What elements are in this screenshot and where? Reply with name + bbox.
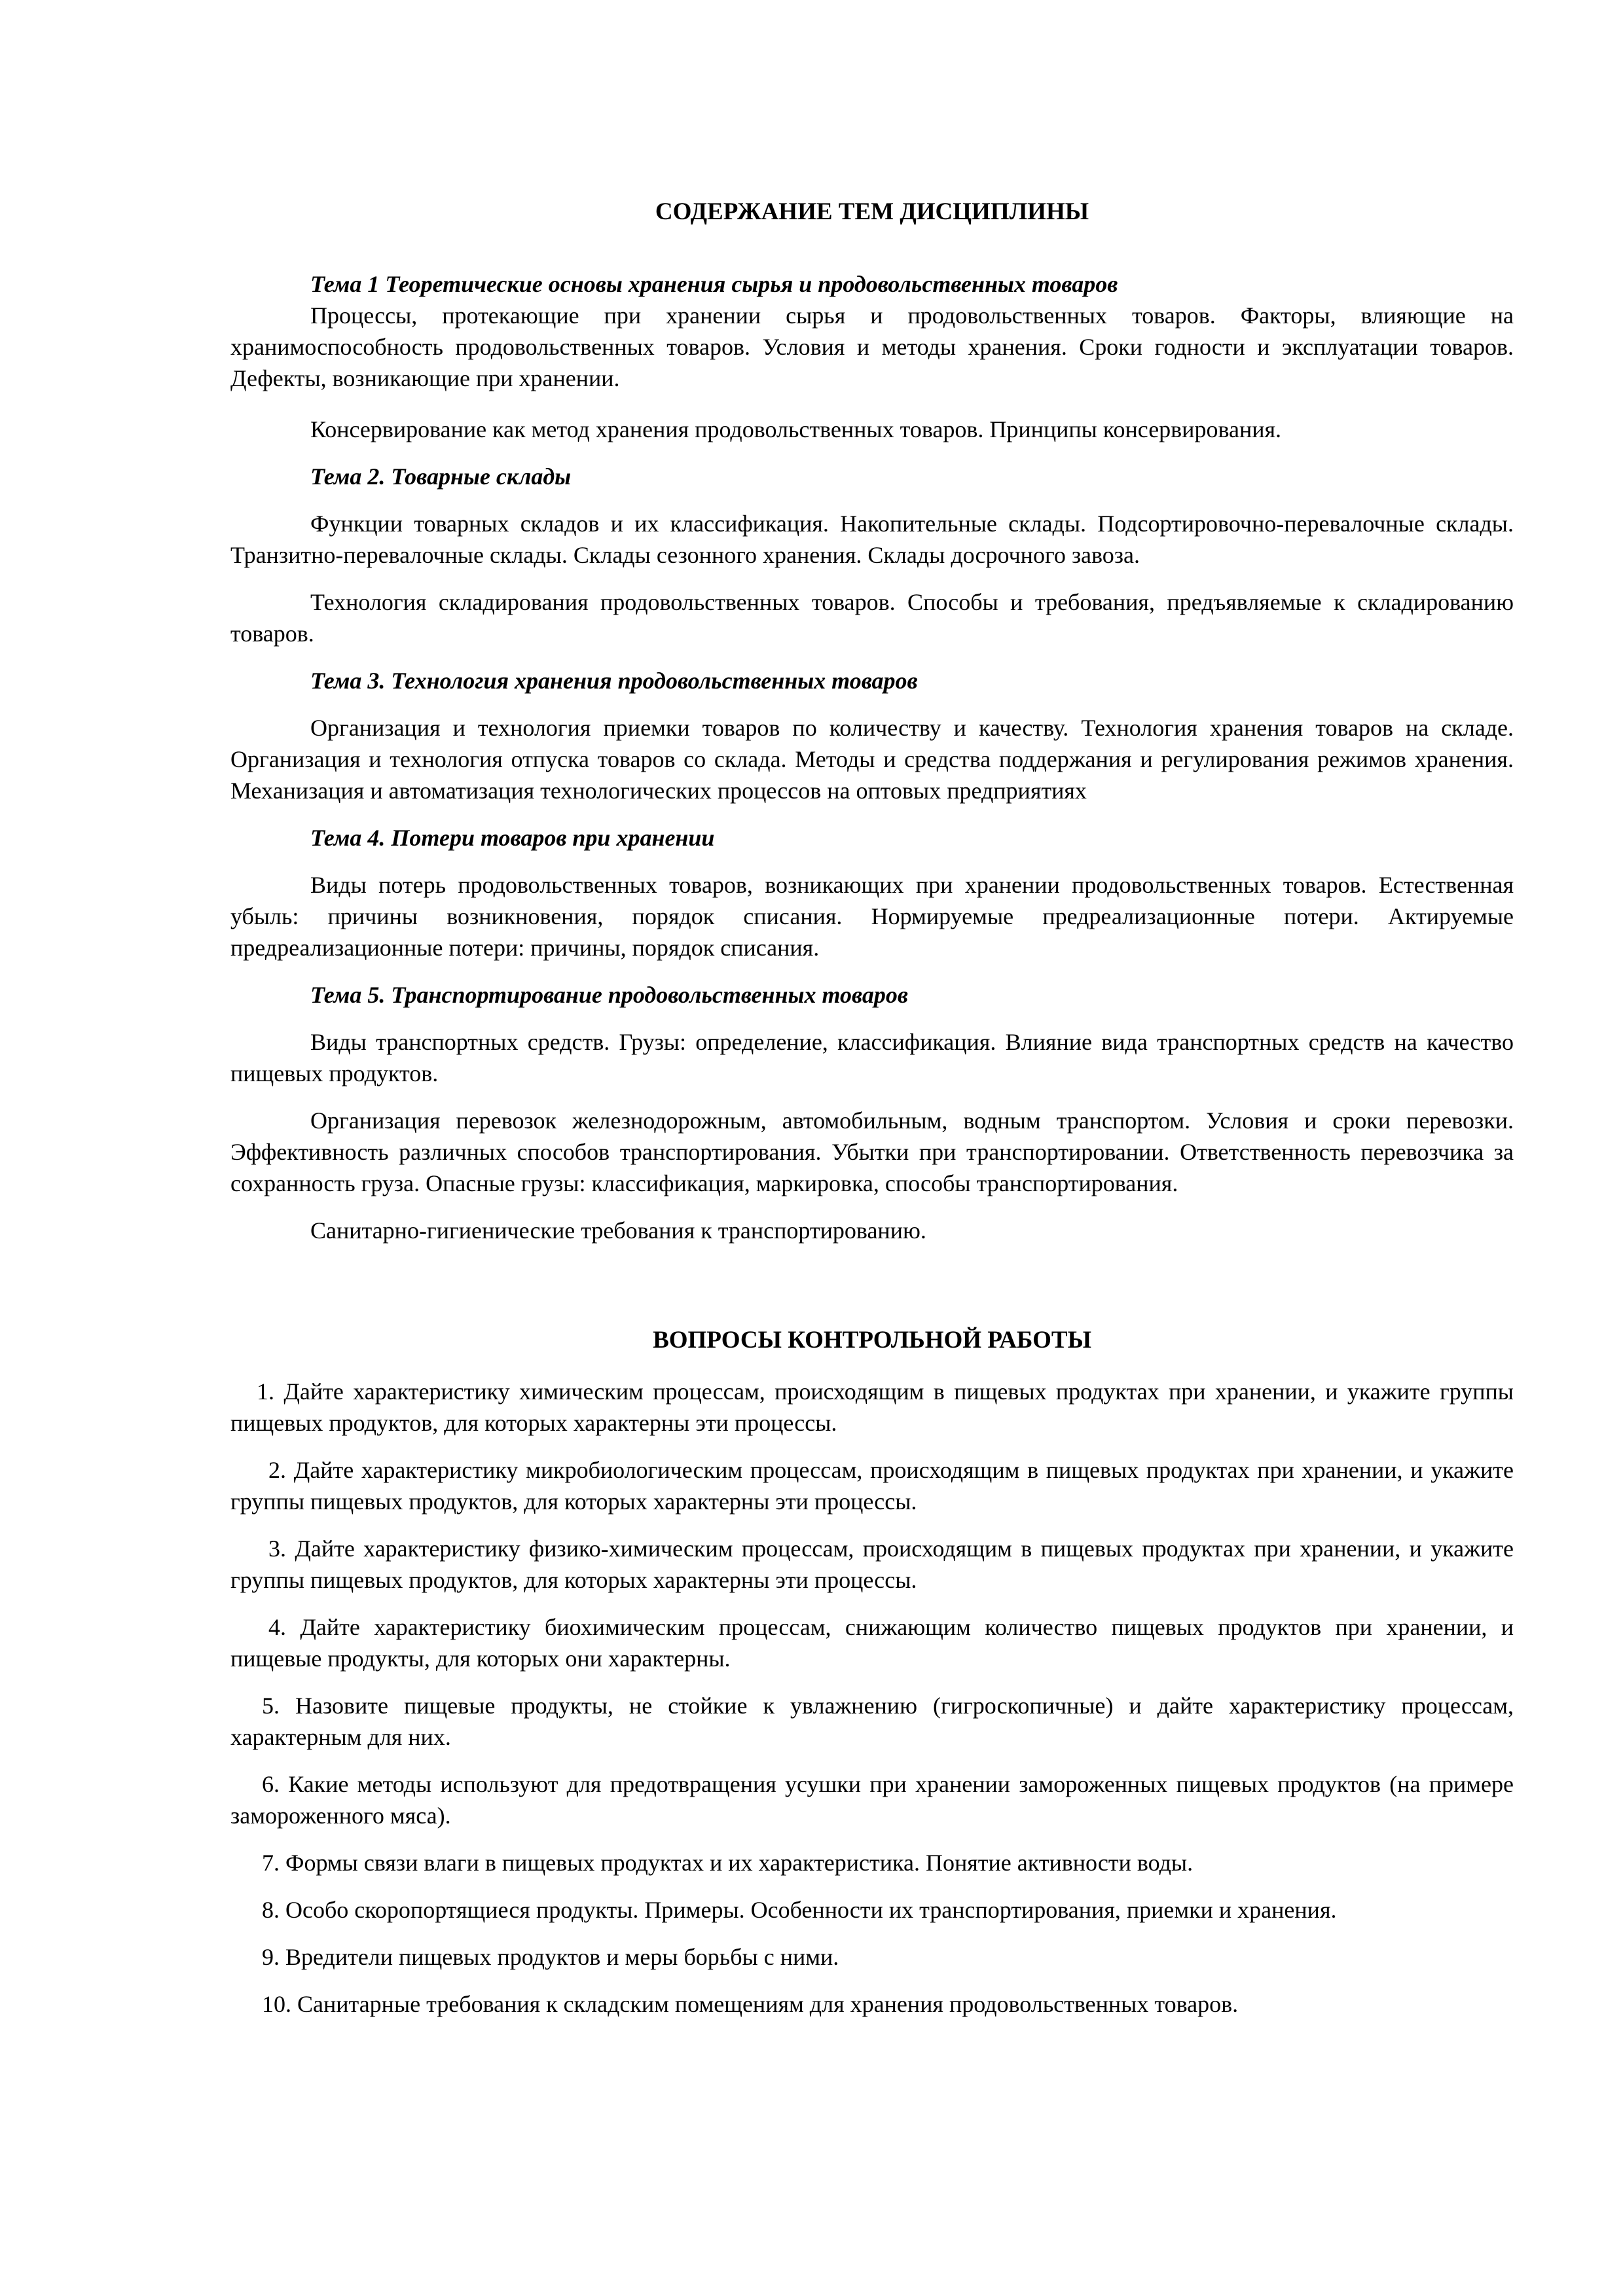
topic-paragraph: Процессы, протекающие при хранении сырья и продовольственных товаров. Факторы, влияющие на хранимоспособность продовольственных товаров. Условия и методы хранения. Сроки годности и эксплуатации товаров. Дефекты, возникающие при хранении. <box>230 302 1514 391</box>
topic-title: Тема 5. Транспортирование продовольственных товаров <box>310 982 908 1008</box>
topic-title: Тема 4. Потери товаров при хранении <box>310 825 715 851</box>
topic-section <box>230 268 1514 445</box>
topic-paragraph: Организация перевозок железнодорожным, автомобильным, водным транспортом. Условия и сроки перевозки. Эффективность различных способов транспортирования. Убытки при транспортировании. Ответственность перевозчика за сохранность груза. Опасные грузы: классификация, маркировка, способы транспортирования. <box>230 1107 1514 1196</box>
topic-section <box>230 979 1514 1246</box>
question-item: 8. Особо скоропортящиеся продукты. Примеры. Особенности их транспортирования, приемки и хранения. <box>262 1897 1337 1923</box>
topic-section <box>230 822 1514 963</box>
topic-section <box>230 461 1514 649</box>
question-item: 1. Дайте характеристику химическим процессам, происходящим в пищевых продуктах при хранении, и укажите группы пищевых продуктов, для которых характерны эти процессы. <box>230 1378 1514 1436</box>
page-content <box>230 196 1514 2036</box>
topic-title: Тема 3. Технология хранения продовольственных товаров <box>310 668 918 694</box>
topic-paragraph: Консервирование как метод хранения продовольственных товаров. Принципы консервирования. <box>310 416 1282 442</box>
topic-paragraph: Виды транспортных средств. Грузы: определение, классификация. Влияние вида транспортных средств на качество пищевых продуктов. <box>230 1029 1514 1086</box>
questions-heading: ВОПРОСЫ КОНТРОЛЬНОЙ РАБОТЫ <box>653 1327 1091 1354</box>
question-item: 9. Вредители пищевых продуктов и меры борьбы с ними. <box>262 1944 839 1970</box>
question-item: 10. Санитарные требования к складским помещениям для хранения продовольственных товаров. <box>262 1991 1239 2017</box>
question-item: 4. Дайте характеристику биохимическим процессам, снижающим количество пищевых продуктов при хранении, и пищевые продукты, для которых они характерны. <box>230 1614 1514 1672</box>
questions-list <box>230 1376 1514 2020</box>
contents-heading: СОДЕРЖАНИЕ ТЕМ ДИСЦИПЛИНЫ <box>655 198 1089 225</box>
topic-title: Тема 1 Теоретические основы хранения сырья и продовольственных товаров <box>310 271 1118 297</box>
question-item: 3. Дайте характеристику физико-химическим процессам, происходящим в пищевых продуктах при хранении, и укажите группы пищевых продуктов, для которых характерны эти процессы. <box>230 1535 1514 1593</box>
topic-section <box>230 665 1514 806</box>
question-item: 7. Формы связи влаги в пищевых продуктах и их характеристика. Понятие активности воды. <box>262 1850 1194 1876</box>
topic-paragraph: Санитарно-гигиенические требования к транспортированию. <box>310 1217 926 1244</box>
question-item: 5. Назовите пищевые продукты, не стойкие к увлажнению (гигроскопичные) и дайте характеристику процессам, характерным для них. <box>230 1693 1514 1750</box>
topic-paragraph: Технология складирования продовольственных товаров. Способы и требования, предъявляемые к складированию товаров. <box>230 589 1514 647</box>
question-item: 6. Какие методы используют для предотвращения усушки при хранении замороженных пищевых продуктов (на примере замороженного мяса). <box>230 1771 1514 1829</box>
question-item: 2. Дайте характеристику микробиологическим процессам, происходящим в пищевых продуктах при хранении, и укажите группы пищевых продуктов, для которых характерны эти процессы. <box>230 1457 1514 1515</box>
topic-paragraph: Организация и технология приемки товаров по количеству и качеству. Технология хранения товаров на складе. Организация и технология отпуска товаров со склада. Методы и средства поддержания и регулирования режимов хранения. Механизация и автоматизация технологических процессов на оптовых предприятиях <box>230 715 1514 804</box>
topic-title: Тема 2. Товарные склады <box>310 463 572 490</box>
topic-paragraph: Виды потерь продовольственных товаров, возникающих при хранении продовольственных товаров. Естественная убыль: причины возникновения, порядок списания. Нормируемые предреализационные потери. Актируемые предреализационные потери: причины, порядок списания. <box>230 872 1514 961</box>
topic-paragraph: Функции товарных складов и их классификация. Накопительные склады. Подсортировочно-перевалочные склады. Транзитно-перевалочные склады. Склады сезонного хранения. Склады досрочного завоза. <box>230 511 1514 568</box>
